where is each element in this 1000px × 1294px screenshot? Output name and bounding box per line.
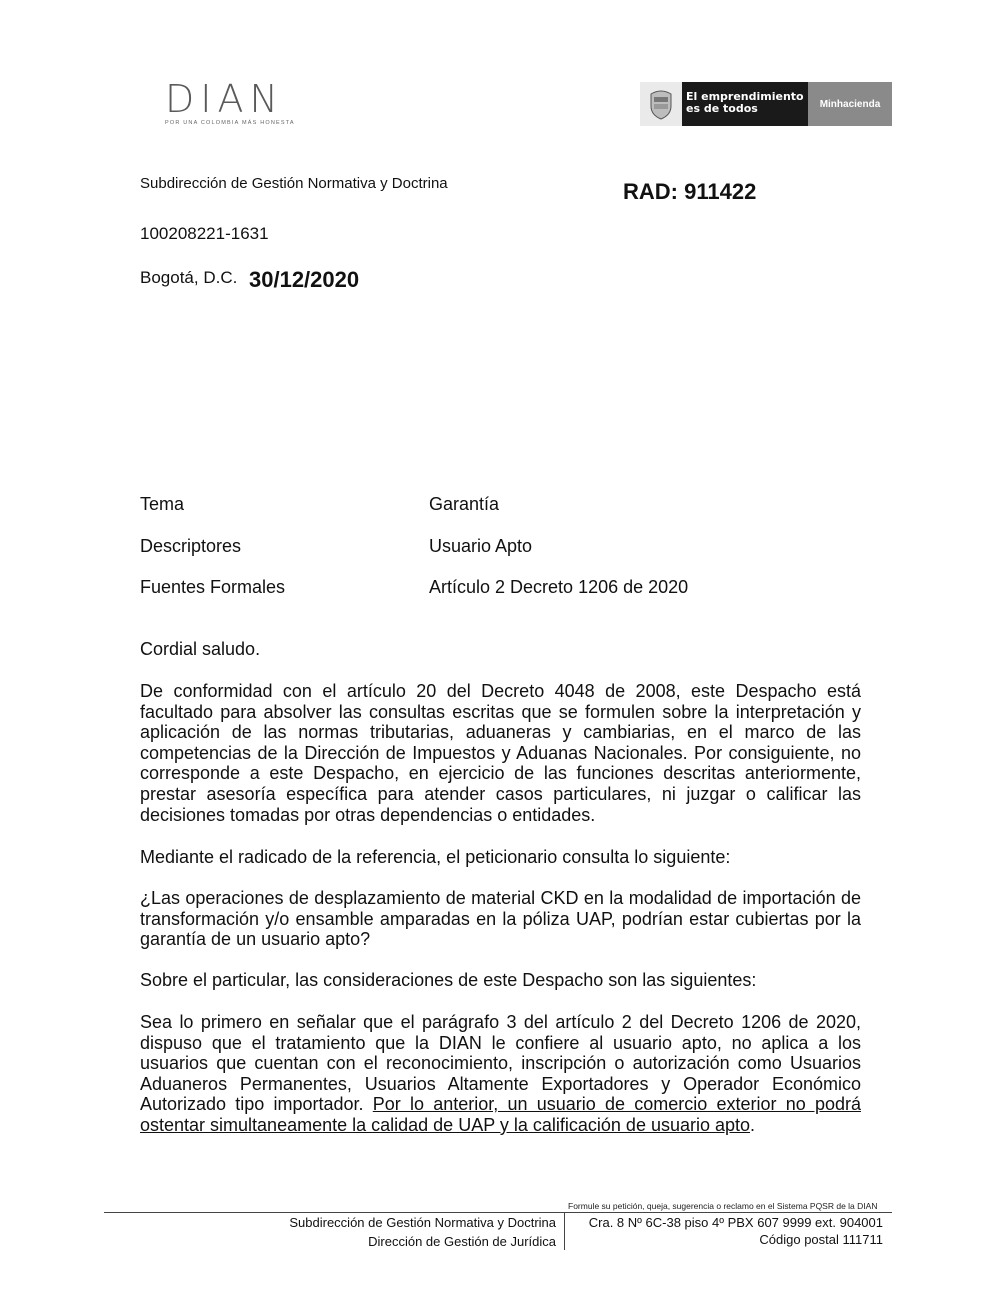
meta-value: Artículo 2 Decreto 1206 de 2020 xyxy=(429,577,689,597)
meta-label: Fuentes Formales xyxy=(140,577,286,597)
city: Bogotá, D.C. xyxy=(140,268,238,287)
footer-office: Subdirección de Gestión Normativa y Doctrina xyxy=(289,1215,556,1230)
footer-postal-code: Código postal 111711 xyxy=(759,1232,883,1247)
rad-number: RAD: 911422 xyxy=(623,179,757,204)
reference-number: 100208221-1631 xyxy=(140,224,269,243)
paragraph-considerations-intro: Sobre el particular, las consideraciones de este Despacho son las siguientes: xyxy=(140,970,757,990)
footer-address: Cra. 8 Nº 6C-38 piso 4º PBX 607 9999 ext. 904001 xyxy=(588,1215,883,1230)
meta-label: Descriptores xyxy=(140,536,242,556)
paragraph-competence: De conformidad con el artículo 20 del Decreto 4048 de 2008, este Despacho está facultado para absolver las consultas escritas que se formulen sobre la interpretación y aplicación de las normas tributarias, aduaneras y cambiarias, en el marco de las competencias de la Dirección de Impuestos y Aduanas Nacionales. Por consiguiente, no corresponde a este Despacho, en ejercicio de las funciones descritas anteriormente, prestar asesoría específica para atender casos particulares, ni juzgar o calificar las decisiones tomadas por otras dependencias o entidades. xyxy=(140,681,861,825)
paragraph-query-intro: Mediante el radicado de la referencia, el peticionario consulta lo siguiente: xyxy=(140,847,731,867)
office-name: Subdirección de Gestión Normativa y Doctrina xyxy=(140,175,448,192)
greeting: Cordial saludo. xyxy=(140,639,261,659)
dian-wordmark: DIAN xyxy=(165,77,284,121)
dian-logo xyxy=(165,77,325,128)
letter-date: 30/12/2020 xyxy=(249,267,360,292)
footer-vertical-divider xyxy=(564,1213,565,1250)
gov-slogan-line1: El emprendimiento xyxy=(686,90,804,103)
meta-value: Usuario Apto xyxy=(429,536,533,556)
gov-slogan-line2: es de todos xyxy=(686,102,758,115)
paragraph-analysis xyxy=(140,1012,861,1136)
government-banner xyxy=(640,82,892,126)
paragraph-query: ¿Las operaciones de desplazamiento de material CKD en la modalidad de importación de transformación y/o ensamble amparadas en la póliza UAP, podrían estar cubiertas por la garantía de un usuario apto? xyxy=(140,888,861,950)
gov-slogan xyxy=(682,82,808,126)
footer-direction: Dirección de Gestión de Jurídica xyxy=(368,1234,556,1249)
meta-label: Tema xyxy=(140,494,185,514)
analysis-conclusion: Por lo anterior, un usuario de comercio exterior no podrá ostentar simultaneamente la calidad de UAP y la calificación de usuario apto xyxy=(140,1094,861,1135)
coat-of-arms-icon xyxy=(640,82,682,126)
ministry-label: Minhacienda xyxy=(808,82,892,126)
meta-value: Garantía xyxy=(429,494,500,514)
footer-divider xyxy=(104,1212,892,1213)
footer-pqsr-note: Formule su petición, queja, sugerencia o reclamo en el Sistema PQSR de la DIAN xyxy=(568,1201,878,1211)
analysis-text: Sea lo primero en señalar que el parágrafo 3 del artículo 2 del Decreto 1206 de 2020, dispuso que el tratamiento que la DIAN le confiere al usuario apto, no aplica a los usuarios que cuentan con el reconocimiento, inscripción o autorización como Usuarios Aduaneros Permanentes, Usuarios Altamente Exportadores y Operador Económico Autorizado tipo importador. xyxy=(140,1012,861,1115)
analysis-end: . xyxy=(750,1114,756,1135)
dian-tagline: POR UNA COLOMBIA MÁS HONESTA xyxy=(165,120,295,126)
